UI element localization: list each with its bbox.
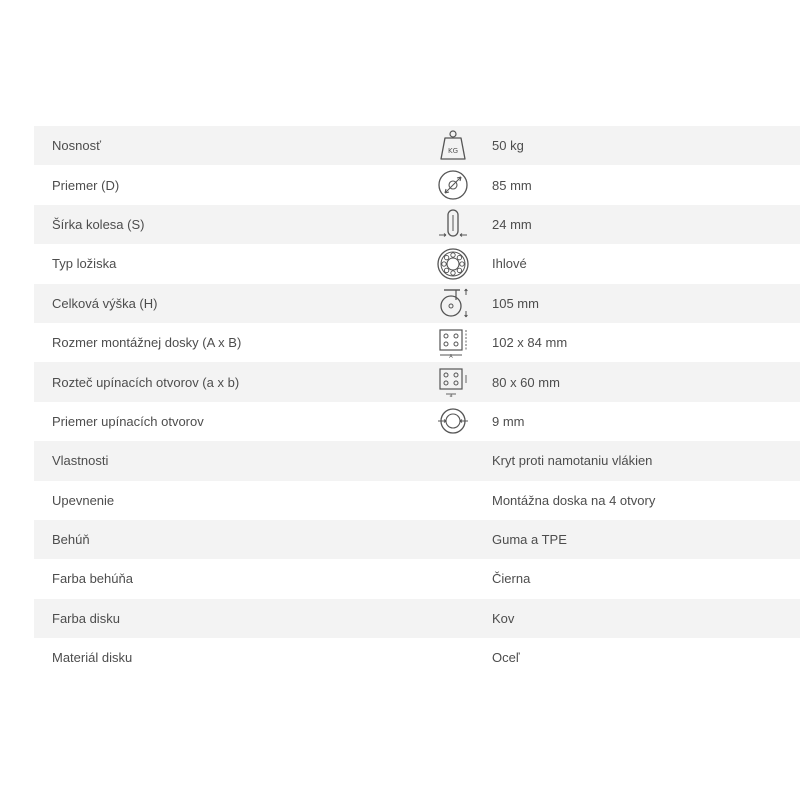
spec-row-tread-color: [34, 559, 800, 598]
spec-value: 50 kg: [492, 138, 524, 154]
spec-label: Vlastnosti: [52, 453, 109, 469]
spec-label: Šírka kolesa (S): [52, 216, 145, 232]
spec-label: Priemer (D): [52, 177, 120, 193]
spec-value: 80 x 60 mm: [492, 374, 560, 390]
spec-value: 24 mm: [492, 216, 532, 232]
spec-row-features: [34, 441, 800, 480]
weight-kg-icon: [436, 129, 470, 163]
spec-value: 9 mm: [492, 413, 525, 429]
spec-label: Farba disku: [52, 610, 120, 626]
spec-row-load-capacity: [34, 126, 800, 165]
spec-row-mounting-plate-size: [34, 323, 800, 362]
spec-row-diameter: [34, 165, 800, 204]
plate-icon-text: A: [449, 353, 453, 360]
weight-icon-text: KG: [447, 146, 459, 155]
spec-label: Behúň: [52, 532, 90, 548]
spec-value: Ihlové: [492, 256, 527, 272]
spec-row-bearing-type: [34, 244, 800, 283]
spec-row-disc-material: [34, 638, 800, 677]
spec-row-tread: [34, 520, 800, 559]
spec-label: Celková výška (H): [52, 295, 158, 311]
spec-row-bolt-hole-diameter: [34, 402, 800, 441]
spec-label: Priemer upínacích otvorov: [52, 413, 204, 429]
spec-value: 102 x 84 mm: [492, 335, 568, 351]
spec-label: Materiál disku: [52, 650, 133, 666]
spec-value: 85 mm: [492, 177, 532, 193]
spec-row-wheel-width: [34, 205, 800, 244]
spec-label: Nosnosť: [52, 138, 101, 154]
needle-bearing-icon: [436, 247, 470, 281]
wheel-width-icon: [436, 207, 470, 241]
spec-value: Kov: [492, 610, 515, 626]
spec-value: Čierna: [492, 571, 531, 587]
spec-value: Oceľ: [492, 650, 520, 666]
spec-row-bolt-hole-spacing: [34, 362, 800, 401]
spec-label: Typ ložiska: [52, 256, 117, 272]
diameter-icon: [436, 168, 470, 202]
spec-value: Kryt proti namotaniu vlákien: [492, 453, 653, 469]
spec-value: Guma a TPE: [492, 532, 567, 548]
spec-label: Rozmer montážnej dosky (A x B): [52, 335, 242, 351]
spec-label: Upevnenie: [52, 492, 115, 508]
spec-table: [34, 126, 800, 677]
spacing-icon-text: a: [449, 393, 453, 400]
bolt-hole-spacing-icon: [436, 365, 470, 399]
mounting-plate-size-icon: [436, 326, 470, 360]
spec-label: Farba behúňa: [52, 571, 133, 587]
spec-value: Montážna doska na 4 otvory: [492, 492, 656, 508]
spec-row-total-height: [34, 284, 800, 323]
spec-row-mounting: [34, 481, 800, 520]
spec-row-disc-color: [34, 599, 800, 638]
bolt-hole-diameter-icon: [436, 404, 470, 438]
spec-label: Rozteč upínacích otvorov (a x b): [52, 374, 240, 390]
spec-value: 105 mm: [492, 295, 539, 311]
total-height-icon: [436, 286, 470, 320]
